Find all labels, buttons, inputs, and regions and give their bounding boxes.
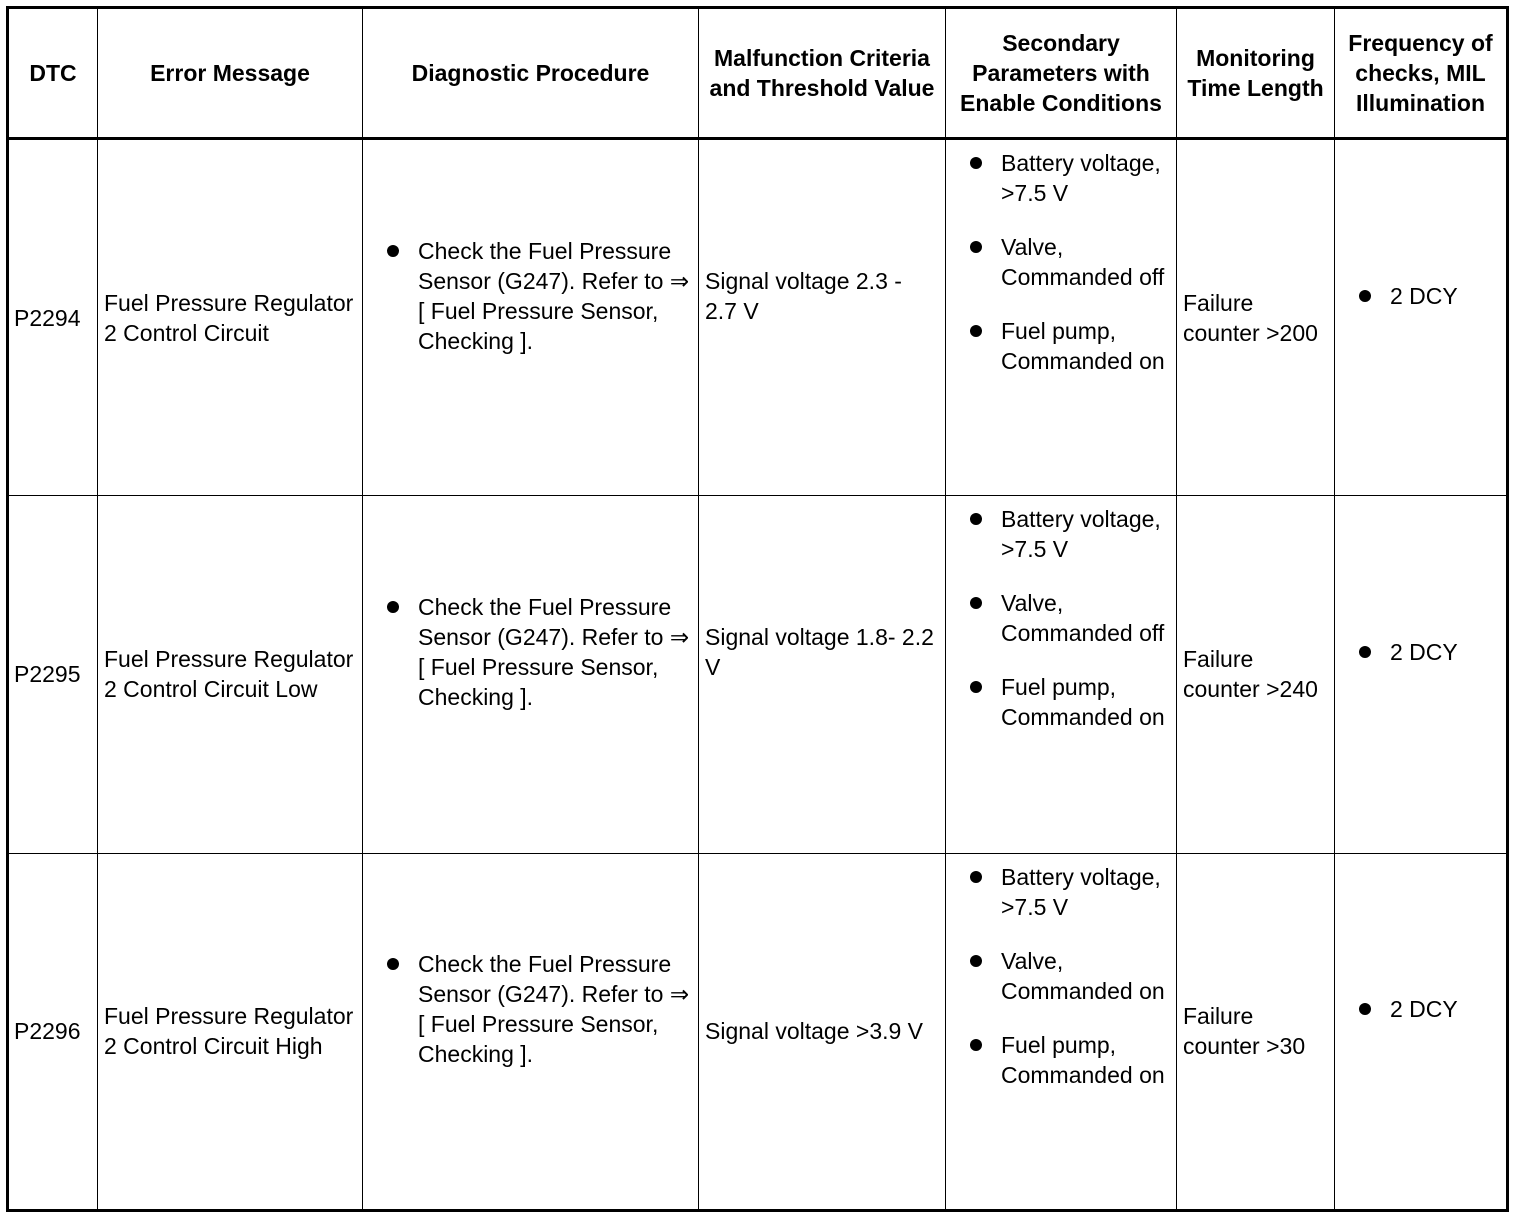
secondary-parameters-cell [946, 139, 1177, 496]
diagnostic-list [385, 949, 694, 1069]
header-malfunction-criteria: Malfunction Criteria and Threshold Value [699, 8, 946, 139]
frequency-list [1357, 637, 1500, 667]
frequency-value: 2 DCY [1357, 281, 1500, 311]
diagnostic-step: Check the Fuel Pressure Sensor (G247). Refer to ⇒ [ Fuel Pressure Sensor, Checking ]. [385, 949, 694, 1069]
error-message: Fuel Pressure Regulator 2 Control Circuit High [98, 853, 363, 1210]
diagnostic-procedure-cell [363, 853, 699, 1210]
monitoring-time-text: Failure counter >200 [1183, 289, 1318, 346]
secondary-parameters-list [968, 148, 1172, 376]
malfunction-criteria-text: Signal voltage 1.8- 2.2 V [705, 624, 934, 681]
frequency-list [1357, 281, 1500, 311]
dtc-code: P2295 [8, 496, 98, 853]
secondary-parameter: Fuel pump, Commanded on [968, 316, 1172, 376]
diagnostic-list [385, 236, 694, 356]
malfunction-criteria-text: Signal voltage 2.3 - 2.7 V [705, 267, 902, 324]
malfunction-criteria [699, 853, 946, 1210]
diagnostic-step: Check the Fuel Pressure Sensor (G247). Refer to ⇒ [ Fuel Pressure Sensor, Checking ]. [385, 592, 694, 712]
secondary-parameters-cell [946, 853, 1177, 1210]
error-message: Fuel Pressure Regulator 2 Control Circuit Low [98, 496, 363, 853]
header-row [8, 8, 1508, 139]
secondary-parameter: Fuel pump, Commanded on [968, 1030, 1172, 1090]
header-secondary-parameters: Secondary Parameters with Enable Conditions [946, 8, 1177, 139]
secondary-parameter: Valve, Commanded off [968, 588, 1172, 648]
secondary-parameter: Battery voltage, >7.5 V [968, 862, 1172, 922]
header-diagnostic-procedure: Diagnostic Procedure [363, 8, 699, 139]
secondary-parameters-list [968, 862, 1172, 1090]
malfunction-criteria [699, 496, 946, 853]
frequency-list [1357, 994, 1500, 1024]
header-monitoring-time: Monitoring Time Length [1177, 8, 1335, 139]
diagnostic-procedure-cell [363, 496, 699, 853]
secondary-parameter: Valve, Commanded on [968, 946, 1172, 1006]
header-dtc: DTC [8, 8, 98, 139]
secondary-parameters-list [968, 504, 1172, 732]
dtc-code: P2296 [8, 853, 98, 1210]
secondary-parameter: Battery voltage, >7.5 V [968, 504, 1172, 564]
table-row [8, 853, 1508, 1210]
monitoring-time [1177, 139, 1335, 496]
frequency-value: 2 DCY [1357, 637, 1500, 667]
secondary-parameter: Valve, Commanded off [968, 232, 1172, 292]
diagnostic-list [385, 592, 694, 712]
diagnostic-step: Check the Fuel Pressure Sensor (G247). Refer to ⇒ [ Fuel Pressure Sensor, Checking ]. [385, 236, 694, 356]
frequency-cell [1335, 496, 1508, 853]
monitoring-time [1177, 496, 1335, 853]
table-row [8, 496, 1508, 853]
error-message: Fuel Pressure Regulator 2 Control Circuit [98, 139, 363, 496]
secondary-parameter: Fuel pump, Commanded on [968, 672, 1172, 732]
secondary-parameters-cell [946, 496, 1177, 853]
dtc-table [6, 6, 1509, 1212]
table-row [8, 139, 1508, 496]
malfunction-criteria-text: Signal voltage >3.9 V [705, 1018, 924, 1045]
monitoring-time-text: Failure counter >30 [1183, 1003, 1306, 1060]
frequency-cell [1335, 139, 1508, 496]
secondary-parameter: Battery voltage, >7.5 V [968, 148, 1172, 208]
header-error-message: Error Message [98, 8, 363, 139]
frequency-value: 2 DCY [1357, 994, 1500, 1024]
malfunction-criteria [699, 139, 946, 496]
header-frequency: Frequency of checks, MIL Illumination [1335, 8, 1508, 139]
frequency-cell [1335, 853, 1508, 1210]
dtc-code: P2294 [8, 139, 98, 496]
monitoring-time-text: Failure counter >240 [1183, 646, 1318, 703]
monitoring-time [1177, 853, 1335, 1210]
diagnostic-procedure-cell [363, 139, 699, 496]
